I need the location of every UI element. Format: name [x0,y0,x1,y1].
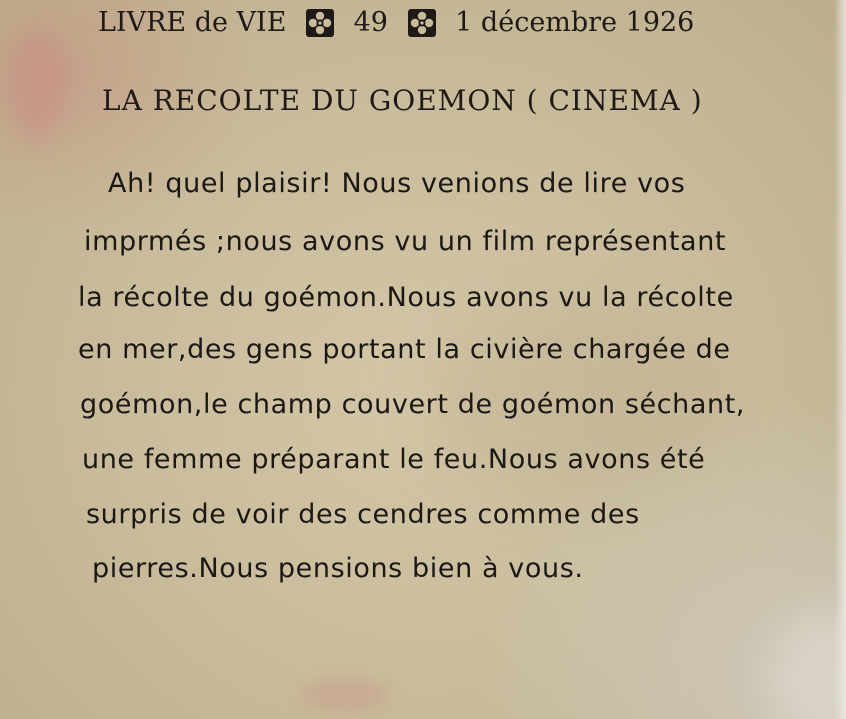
paper-stain [8,30,68,140]
body-text-line: surpris de voir des cendres comme des [86,499,640,530]
document-header [98,6,778,50]
body-text-line: la récolte du goémon.Nous avons vu la récolte [78,282,734,313]
body-text-line: goémon,le champ couvert de goémon séchant, [80,389,746,420]
paper-edge [834,0,846,719]
document-title: LA RECOLTE DU GOEMON ( CINEMA ) [102,84,703,117]
body-text-line: une femme préparant le feu.Nous avons été [82,444,706,475]
body-text-line: en mer,des gens portant la civière chargée de [78,334,731,365]
publication-name: LIVRE de VIE [98,7,287,38]
rosette-ornament-icon [407,8,437,38]
body-text-line: Ah! quel plaisir! Nous venions de lire vos [108,168,686,199]
body-text-line: imprmés ;nous avons vu un film représentant [84,226,727,257]
body-text-line: pierres.Nous pensions bien à vous. [92,553,584,584]
paper-stain [300,680,390,710]
issue-date: 1 décembre 1926 [455,7,695,38]
issue-number: 49 [353,7,388,38]
rosette-ornament-icon [305,8,335,38]
